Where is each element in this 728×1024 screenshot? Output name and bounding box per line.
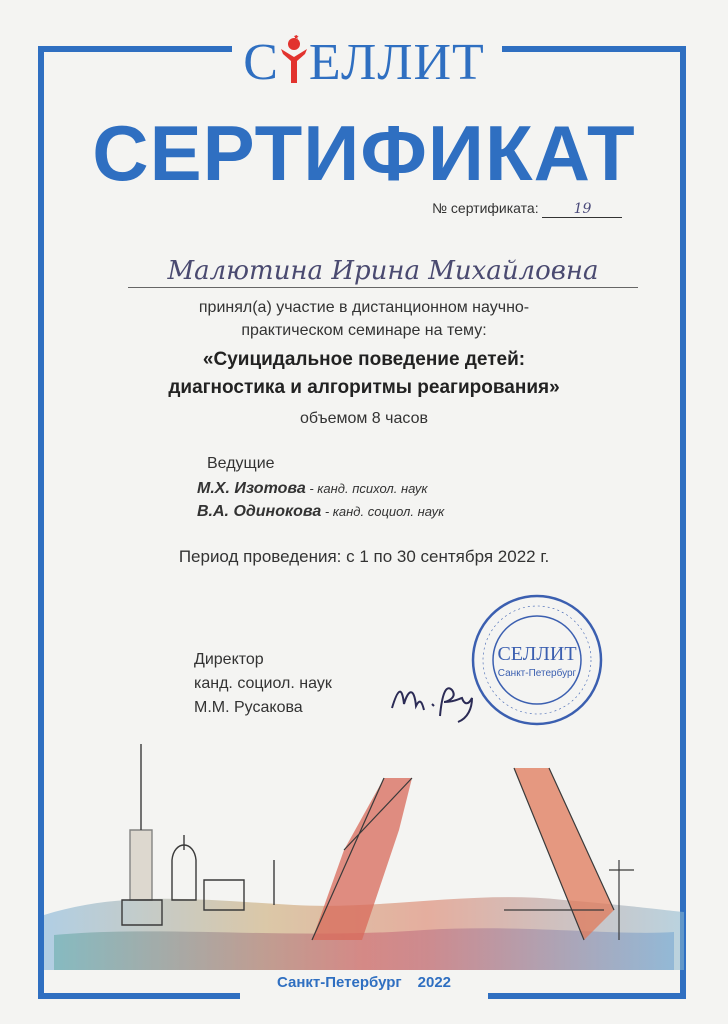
leaders-heading: Ведущие bbox=[207, 455, 275, 472]
leader-title: - канд. психол. наук bbox=[305, 481, 428, 496]
footer-place-year bbox=[0, 974, 728, 991]
person-figure-icon bbox=[279, 35, 309, 85]
leader-name: В.А. Одинокова bbox=[197, 503, 322, 520]
certificate-number-label: № сертификата: bbox=[432, 200, 539, 216]
director-role: Директор bbox=[194, 651, 264, 668]
footer-year: 2022 bbox=[417, 974, 452, 991]
frame-footer-gap bbox=[240, 990, 488, 1006]
seminar-topic-line-1: «Суицидальное поведение детей: bbox=[202, 349, 526, 370]
participation-line-1: принял(а) участие в дистанционном научно- bbox=[198, 299, 530, 316]
seminar-period: Период проведения: с 1 по 30 сентября 2022 г. bbox=[178, 547, 550, 566]
petersburg-skyline-illustration bbox=[44, 740, 684, 970]
leader-item bbox=[197, 480, 428, 498]
director-degree: канд. социол. наук bbox=[194, 675, 332, 692]
participation-line-2: практическом семинаре на тему: bbox=[241, 322, 487, 339]
recipient-name: Малютина Ирина Михайловна bbox=[128, 256, 638, 288]
stamp-city-text: Санкт-Петербург bbox=[497, 668, 577, 679]
certificate-number bbox=[432, 200, 622, 218]
director-name: М.М. Русакова bbox=[194, 699, 303, 716]
seminar-volume: объемом 8 часов bbox=[300, 410, 428, 427]
organization-stamp bbox=[462, 590, 612, 730]
leader-title: - канд. социол. наук bbox=[321, 504, 445, 519]
certificate-title: СЕРТИФИКАТ bbox=[92, 109, 636, 197]
footer-city: Санкт-Петербург bbox=[276, 974, 402, 991]
seminar-topic-line-2: диагностика и алгоритмы реагирования» bbox=[168, 377, 560, 398]
stellit-logo: С ЕЛЛИТ bbox=[243, 34, 485, 91]
leader-name: М.Х. Изотова bbox=[197, 480, 306, 497]
stamp-center-text: СЕЛЛИТ bbox=[497, 643, 577, 665]
certificate-number-value: 19 bbox=[542, 201, 622, 218]
director-block bbox=[194, 648, 332, 720]
leader-item bbox=[197, 503, 444, 521]
